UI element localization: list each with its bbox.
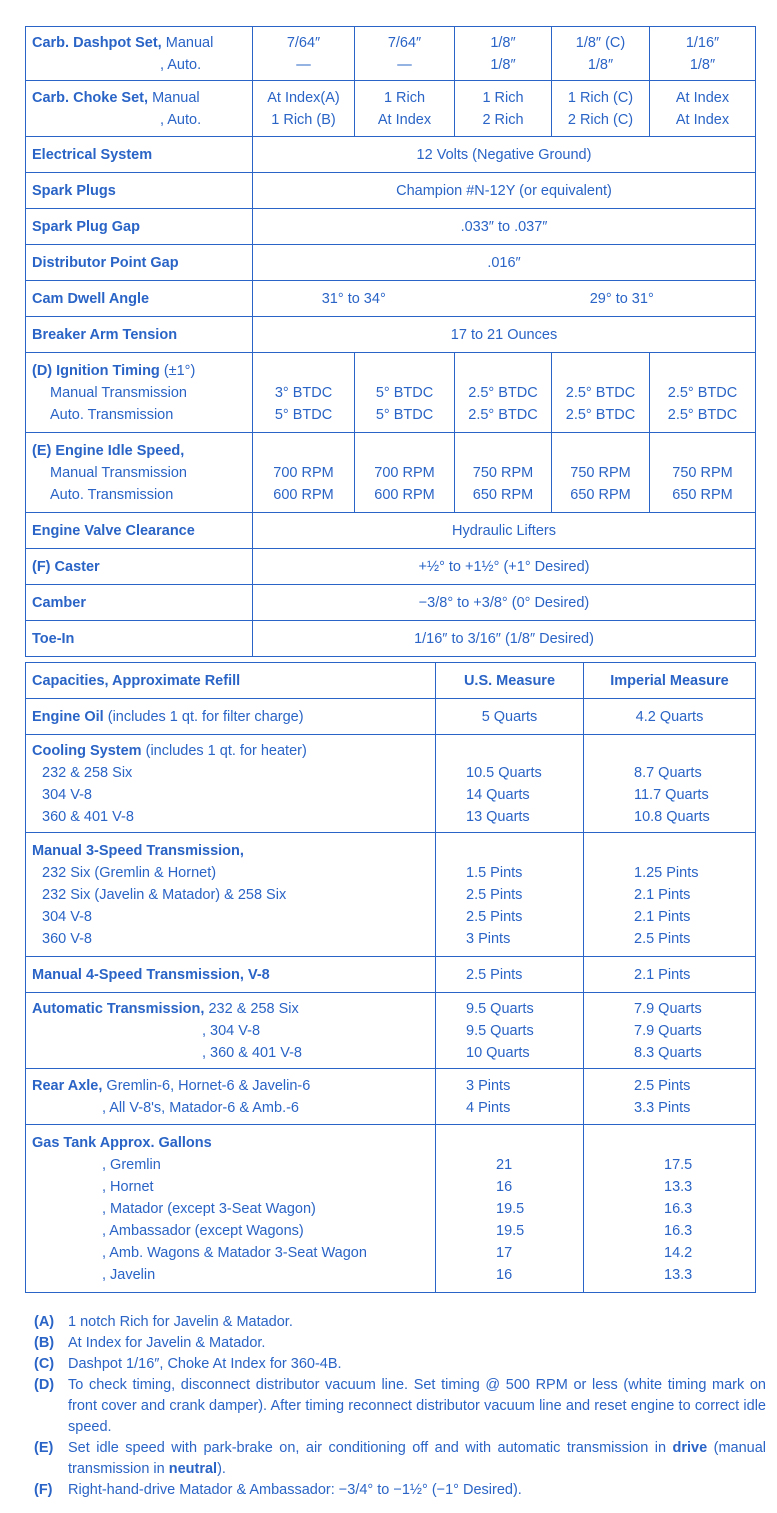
gas-tank-row: [26, 1125, 756, 1293]
imperial-value: 17.5 13.3 16.3 16.3 14.2 13.3: [584, 1125, 756, 1293]
row-label: Spark Plug Gap: [26, 209, 253, 245]
us-value: 2.5 Pints: [436, 957, 584, 993]
us-value: 10.5 Quarts 14 Quarts 13 Quarts: [436, 735, 584, 833]
value-cell: 12 Volts (Negative Ground): [253, 137, 756, 173]
value-cell: At Index(A) 1 Rich (B): [253, 81, 355, 137]
footnote-a: (A) 1 notch Rich for Javelin & Matador.: [34, 1314, 293, 1330]
toe-in-row: [26, 621, 756, 657]
us-value: 9.5 Quarts 9.5 Quarts 10 Quarts: [436, 993, 584, 1069]
imperial-value: 1.25 Pints 2.1 Pints 2.1 Pints 2.5 Pints: [584, 833, 756, 957]
automatic-transmission-row: [26, 993, 756, 1069]
imperial-value: 8.7 Quarts 11.7 Quarts 10.8 Quarts: [584, 735, 756, 833]
row-label: Manual 4-Speed Transmission, V-8: [26, 957, 436, 993]
footnote-c: (C) Dashpot 1/16″, Choke At Index for 360-4B.: [34, 1356, 342, 1372]
value-cell: At Index At Index: [650, 81, 756, 137]
value-cell: 17 to 21 Ounces: [253, 317, 756, 353]
row-label: Cooling System (includes 1 qt. for heater) 232 & 258 Six 304 V-8 360 & 401 V-8: [26, 735, 436, 833]
value-cell: −3/8° to +3/8° (0° Desired): [253, 585, 756, 621]
row-label: Carb. Choke Set, Manual , Auto.: [26, 81, 253, 137]
value-cell: 3° BTDC 5° BTDC: [253, 353, 355, 433]
row-label: Gas Tank Approx. Gallons , Gremlin , Hornet , Matador (except 3-Seat Wagon) , Ambassador (except Wagons) , Amb. Wagons & Matador 3-Seat Wagon , Javelin: [26, 1125, 436, 1293]
row-label: Carb. Dashpot Set, Manual , Auto.: [26, 27, 253, 81]
idle-speed-row: [26, 433, 756, 513]
row-label: Engine Valve Clearance: [26, 513, 253, 549]
value-cell: 1/16″ to 3/16″ (1/8″ Desired): [253, 621, 756, 657]
row-label: (E) Engine Idle Speed, Manual Transmission Auto. Transmission: [26, 433, 253, 513]
camber-row: [26, 585, 756, 621]
value-cell: 31° to 34°: [253, 281, 455, 317]
row-label: (D) Ignition Timing (±1°) Manual Transmission Auto. Transmission: [26, 353, 253, 433]
spark-plugs-row: [26, 173, 756, 209]
imperial-measure-header: Imperial Measure: [584, 663, 756, 699]
row-label: Camber: [26, 585, 253, 621]
engine-oil-row: [26, 699, 756, 735]
imperial-value: 2.1 Pints: [584, 957, 756, 993]
ignition-timing-row: [26, 353, 756, 433]
row-label: Engine Oil (includes 1 qt. for filter charge): [26, 699, 436, 735]
value-cell: 750 RPM 650 RPM: [455, 433, 552, 513]
us-value: 5 Quarts: [436, 699, 584, 735]
row-label: Rear Axle, Gremlin-6, Hornet-6 & Javelin-6 , All V-8's, Matador-6 & Amb.-6: [26, 1069, 436, 1125]
value-cell: 750 RPM 650 RPM: [552, 433, 650, 513]
row-label: Electrical System: [26, 137, 253, 173]
caster-row: [26, 549, 756, 585]
spark-plug-gap-row: [26, 209, 756, 245]
value-cell: 1 Rich 2 Rich: [455, 81, 552, 137]
cam-dwell-row: [26, 281, 756, 317]
value-cell: 700 RPM 600 RPM: [253, 433, 355, 513]
footnote-f: (F) Right-hand-drive Matador & Ambassador: −3/4° to −1½° (−1° Desired).: [34, 1482, 522, 1498]
footnotes: [34, 1312, 766, 1501]
us-value: 3 Pints 4 Pints: [436, 1069, 584, 1125]
row-label: Cam Dwell Angle: [26, 281, 253, 317]
footnote-d: (D) To check timing, disconnect distributor vacuum line. Set timing @ 500 RPM or less (white timing mark on front cover and crank damper). After timing reconnect distributor vacuum line and reset engine to correct idle speed.: [34, 1377, 766, 1435]
manual-4-speed-row: [26, 957, 756, 993]
value-cell: 2.5° BTDC 2.5° BTDC: [552, 353, 650, 433]
value-cell: 700 RPM 600 RPM: [355, 433, 455, 513]
row-label: Automatic Transmission, 232 & 258 Six , 304 V-8 , 360 & 401 V-8: [26, 993, 436, 1069]
valve-clearance-row: [26, 513, 756, 549]
capacities-table: [25, 662, 756, 1293]
point-gap-row: [26, 245, 756, 281]
value-cell: 1 Rich (C) 2 Rich (C): [552, 81, 650, 137]
imperial-value: 7.9 Quarts 7.9 Quarts 8.3 Quarts: [584, 993, 756, 1069]
row-label: Toe-In: [26, 621, 253, 657]
capacities-header: Capacities, Approximate Refill: [26, 663, 436, 699]
value-cell: 2.5° BTDC 2.5° BTDC: [650, 353, 756, 433]
footnote-b: (B) At Index for Javelin & Matador.: [34, 1335, 266, 1351]
value-cell: Champion #N-12Y (or equivalent): [253, 173, 756, 209]
cooling-system-row: [26, 735, 756, 833]
row-label: (F) Caster: [26, 549, 253, 585]
value-cell: +½° to +1½° (+1° Desired): [253, 549, 756, 585]
imperial-value: 2.5 Pints 3.3 Pints: [584, 1069, 756, 1125]
row-label: Breaker Arm Tension: [26, 317, 253, 353]
value-cell: 2.5° BTDC 2.5° BTDC: [455, 353, 552, 433]
value-cell: 1/8″ 1/8″: [455, 27, 552, 81]
row-label: Manual 3-Speed Transmission, 232 Six (Gremlin & Hornet) 232 Six (Javelin & Matador) & 258 Six 304 V-8 360 V-8: [26, 833, 436, 957]
breaker-arm-row: [26, 317, 756, 353]
value-cell: .033″ to .037″: [253, 209, 756, 245]
specifications-table: [25, 26, 756, 657]
value-cell: Hydraulic Lifters: [253, 513, 756, 549]
us-measure-header: U.S. Measure: [436, 663, 584, 699]
value-cell: 7/64″ —: [355, 27, 455, 81]
value-cell: 7/64″ —: [253, 27, 355, 81]
value-cell: 750 RPM 650 RPM: [650, 433, 756, 513]
capacities-header-row: [26, 663, 756, 699]
manual-3-speed-row: [26, 833, 756, 957]
rear-axle-row: [26, 1069, 756, 1125]
value-cell: 29° to 31°: [455, 281, 756, 317]
electrical-row: [26, 137, 756, 173]
us-value: 21 16 19.5 19.5 17 16: [436, 1125, 584, 1293]
us-value: 1.5 Pints 2.5 Pints 2.5 Pints 3 Pints: [436, 833, 584, 957]
value-cell: 1/16″ 1/8″: [650, 27, 756, 81]
value-cell: 1 Rich At Index: [355, 81, 455, 137]
value-cell: 1/8″ (C) 1/8″: [552, 27, 650, 81]
value-cell: .016″: [253, 245, 756, 281]
row-label: Spark Plugs: [26, 173, 253, 209]
imperial-value: 4.2 Quarts: [584, 699, 756, 735]
carb-dashpot-row: [26, 27, 756, 81]
footnote-e: (E) Set idle speed with park-brake on, air conditioning off and with automatic transmission in drive (manual transmission in neutral).: [34, 1440, 767, 1477]
carb-choke-row: [26, 81, 756, 137]
value-cell: 5° BTDC 5° BTDC: [355, 353, 455, 433]
row-label: Distributor Point Gap: [26, 245, 253, 281]
